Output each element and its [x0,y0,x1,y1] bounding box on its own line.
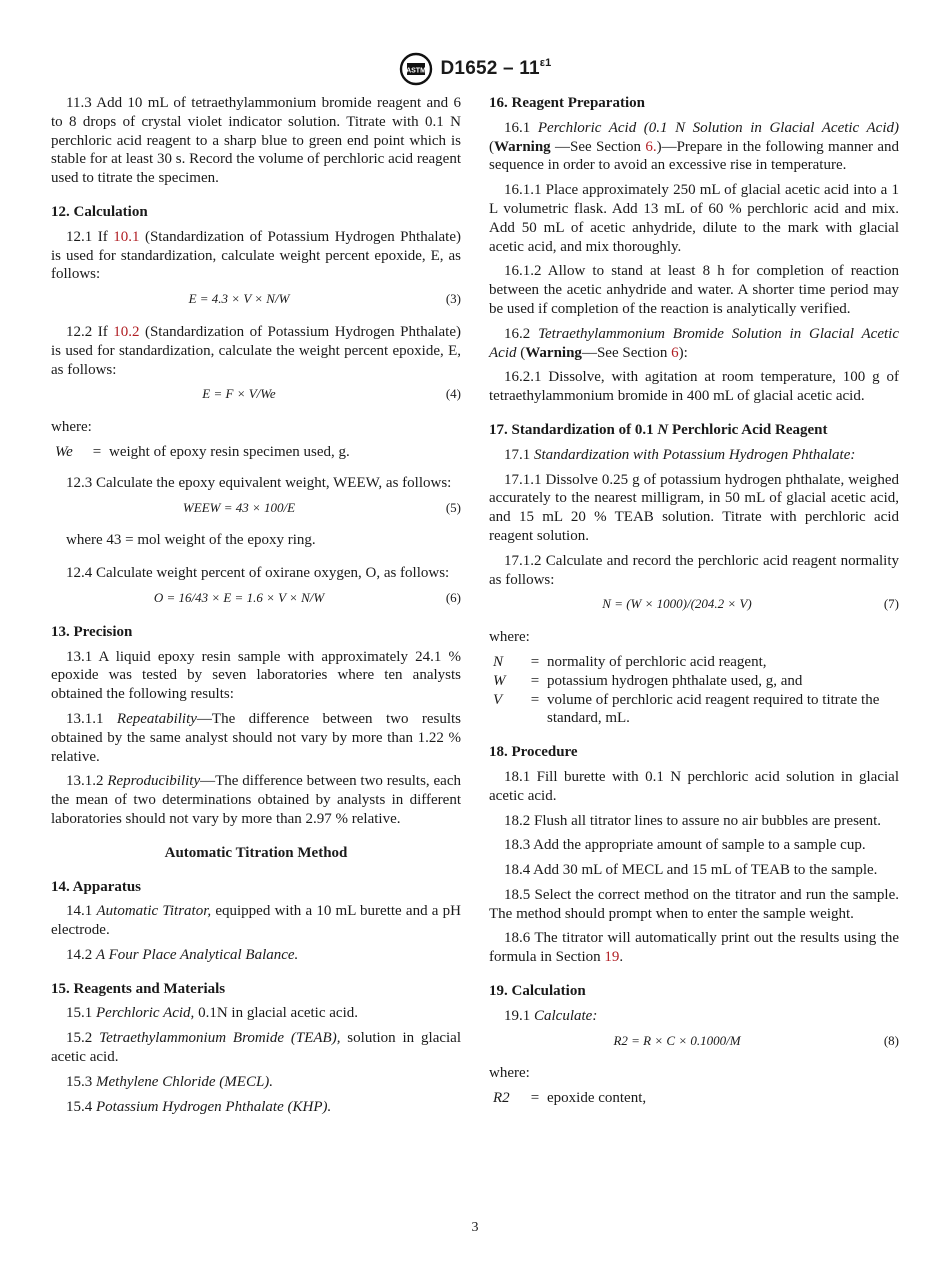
para-18-3: 18.3 Add the appropriate amount of sample to a sample cup. [504,837,866,854]
para-18-1: 18.1 Fill burette with 0.1 N perchloric acid solution in glacial acetic acid. [489,768,899,804]
heading-13: 13. Precision [51,623,133,640]
para-18-6: 18.6 The titrator will automatically print out the results using the formula in Section 19. [489,930,899,966]
para-15-1: 15.1 Perchloric Acid, 0.1N in glacial acetic acid. [66,1005,358,1022]
para-12-3: 12.3 Calculate the epoxy equivalent weight, WEEW, as follows: [66,474,452,491]
ref-10-2-link[interactable]: 10.2 [113,323,140,340]
document-id: $D1652 - 11^{\varepsilon 1}$ [440,57,552,79]
para-16-1: 16.1 Perchloric Acid (0.1 N Solution in Glacial Acetic Acid) (Warning —See Section 6.)—Prepare in the following manner and sequence in order to avoid an excessive rise in temperature. [489,119,899,174]
definition-row: We = weight of epoxy resin specimen used, g. [55,443,350,460]
para-16-1-2: 16.1.2 Allow to stand at least 8 h for completion of reaction between the acetic anhydride and water. A shorter time period may be used if completion of the reaction is analytically verified. [489,263,899,317]
para-13-1-2: 13.1.2 Reproducibility—The difference between two results, each the mean of two determinations obtained by analysts in different laboratories should not vary by more than 2.97 % relative. [51,773,461,827]
para-13-1: 13.1 A liquid epoxy resin sample with approximately 24.1 % epoxide was tested by seven laboratories where ten analysts obtained the following results: [51,648,461,703]
para-14-1: 14.1 Automatic Titrator, equipped with a 10 mL burette and a pH electrode. [51,903,462,939]
equation-3: E = 4.3 × V × N/W (3) [188,291,461,307]
heading-14: 14. Apparatus [51,878,142,895]
definition-list [489,1089,899,1108]
para-16-2-1: 16.2.1 Dissolve, with agitation at room temperature, 100 g of tetraethylammonium bromide in 400 mL of glacial acetic acid. [489,369,899,405]
astm-logo-icon [399,52,433,86]
para-18-4: 18.4 Add 30 mL of MECL and 15 mL of TEAB to the sample. [504,862,878,879]
heading-15: 15. Reagents and Materials [51,980,226,997]
definition-list [489,653,899,728]
para-12-4: 12.4 Calculate weight percent of oxirane oxygen, O, as follows: [66,565,450,582]
para-19-1: 19.1 Calculate: [504,1007,598,1024]
where-label: where: [489,629,530,646]
equation-6: O = 16/43 × E = 1.6 × V × N/W (6) [153,589,461,605]
equation-8: R2 = R × C × 0.1000/M (8) [613,1032,899,1048]
para-18-2: 18.2 Flush all titrator lines to assure no air bubbles are present. [504,812,881,829]
heading-16: 16. Reagent Preparation [489,95,645,111]
para-16-1-1: 16.1.1 Place approximately 250 mL of glacial acetic acid into a 1 L volumetric flask. Add 13 mL of 60 % perchloric acid and mix. Add 50 mL of acetic anhydride, dilute to the mark with glacial acetic acid, and mix thoroughly. [489,182,899,255]
para-17-1: 17.1 Standardization with Potassium Hydrogen Phthalate: [504,446,856,463]
para-17-1-1: 17.1.1 Dissolve 0.25 g of potassium hydrogen phthalate, weighed accurately to the nearest milligram, in 50 mL of glacial acetic acid, and 15 mL 20 % TEAB solution. Titrate with perchloric acid reagent solution. [489,471,899,544]
heading-18: 18. Procedure [489,744,578,761]
para-15-2: 15.2 Tetraethylammonium Bromide (TEAB), solution in glacial acetic acid. [51,1030,462,1066]
definition-row: N = normality of perchloric acid reagent, [493,653,767,670]
equation-4: E = F × V/We (4) [202,386,461,402]
heading-automatic-titration: Automatic Titration Method [164,844,348,861]
para-13-1-1: 13.1.1 Repeatability—The difference between two results obtained by the same analyst should not vary by more than 1.22 % relative. [51,710,462,765]
para-16-2: 16.2 Tetraethylammonium Bromide Solution in Glacial Acetic Acid (Warning—See Section 6): [489,325,899,361]
heading-17: 17. Standardization of 0.1 N Perchloric Acid Reagent [489,421,828,438]
svg-text:ASTM: ASTM [405,67,426,75]
para-12-3-note: where 43 = mol weight of the epoxy ring. [66,532,316,549]
definition-list [51,443,461,462]
heading-12: 12. Calculation [51,203,148,220]
para-15-4: 15.4 Potassium Hydrogen Phthalate (KHP). [66,1098,332,1115]
para-11-3: 11.3 Add 10 mL of tetraethylammonium bromide reagent and 6 to 8 drops of crystal violet indicator solution. Titrate with 0.1 N perchloric acid reagent to a sharp blue to green end point which is stable for at least 30 s. Record the volume of perchloric acid reagent used to titrate the specimen. [51,95,461,187]
para-12-2: 12.2 If 10.2 (Standardization of Potassium Hydrogen Phthalate) is used for standardization, calculate the weight percent epoxide, E, as follows: [51,323,461,378]
equation-7: N = (W × 1000)/(204.2 × V) (7) [602,596,899,612]
where-label: where: [489,1065,530,1082]
equation-5: WEEW = 43 × 100/E (5) [182,499,461,515]
page-number: 3 [471,1220,479,1235]
para-17-1-2: 17.1.2 Calculate and record the perchloric acid reagent normality as follows: [489,552,899,588]
right-column [489,94,899,1120]
para-15-3: 15.3 Methylene Chloride (MECL). [66,1073,274,1090]
ref-10-1-link[interactable]: 10.1 [113,228,140,245]
para-12-1: 12.1 If 10.1 (Standardization of Potassium Hydrogen Phthalate) is used for standardization, calculate weight percent epoxide, E, as follows: [51,228,461,283]
page-header [0,52,950,86]
definition-row: R2 = epoxide content, [493,1090,647,1107]
definition-row: W = potassium hydrogen phthalate used, g, and [493,672,803,689]
para-18-5: 18.5 Select the correct method on the titrator and run the sample. The method should prompt when to enter the sample weight. [489,886,899,922]
definition-row: V = volume of perchloric acid reagent required to titrate the standard, mL. [493,691,880,727]
ref-19-link[interactable]: 19 [604,949,620,966]
heading-19: 19. Calculation [489,983,586,1000]
ref-6-link[interactable]: 6. [645,138,657,155]
where-label: where: [51,419,92,436]
para-14-2: 14.2 A Four Place Analytical Balance. [66,946,299,963]
left-column [51,94,461,1122]
ref-6-link[interactable]: 6 [671,344,679,361]
